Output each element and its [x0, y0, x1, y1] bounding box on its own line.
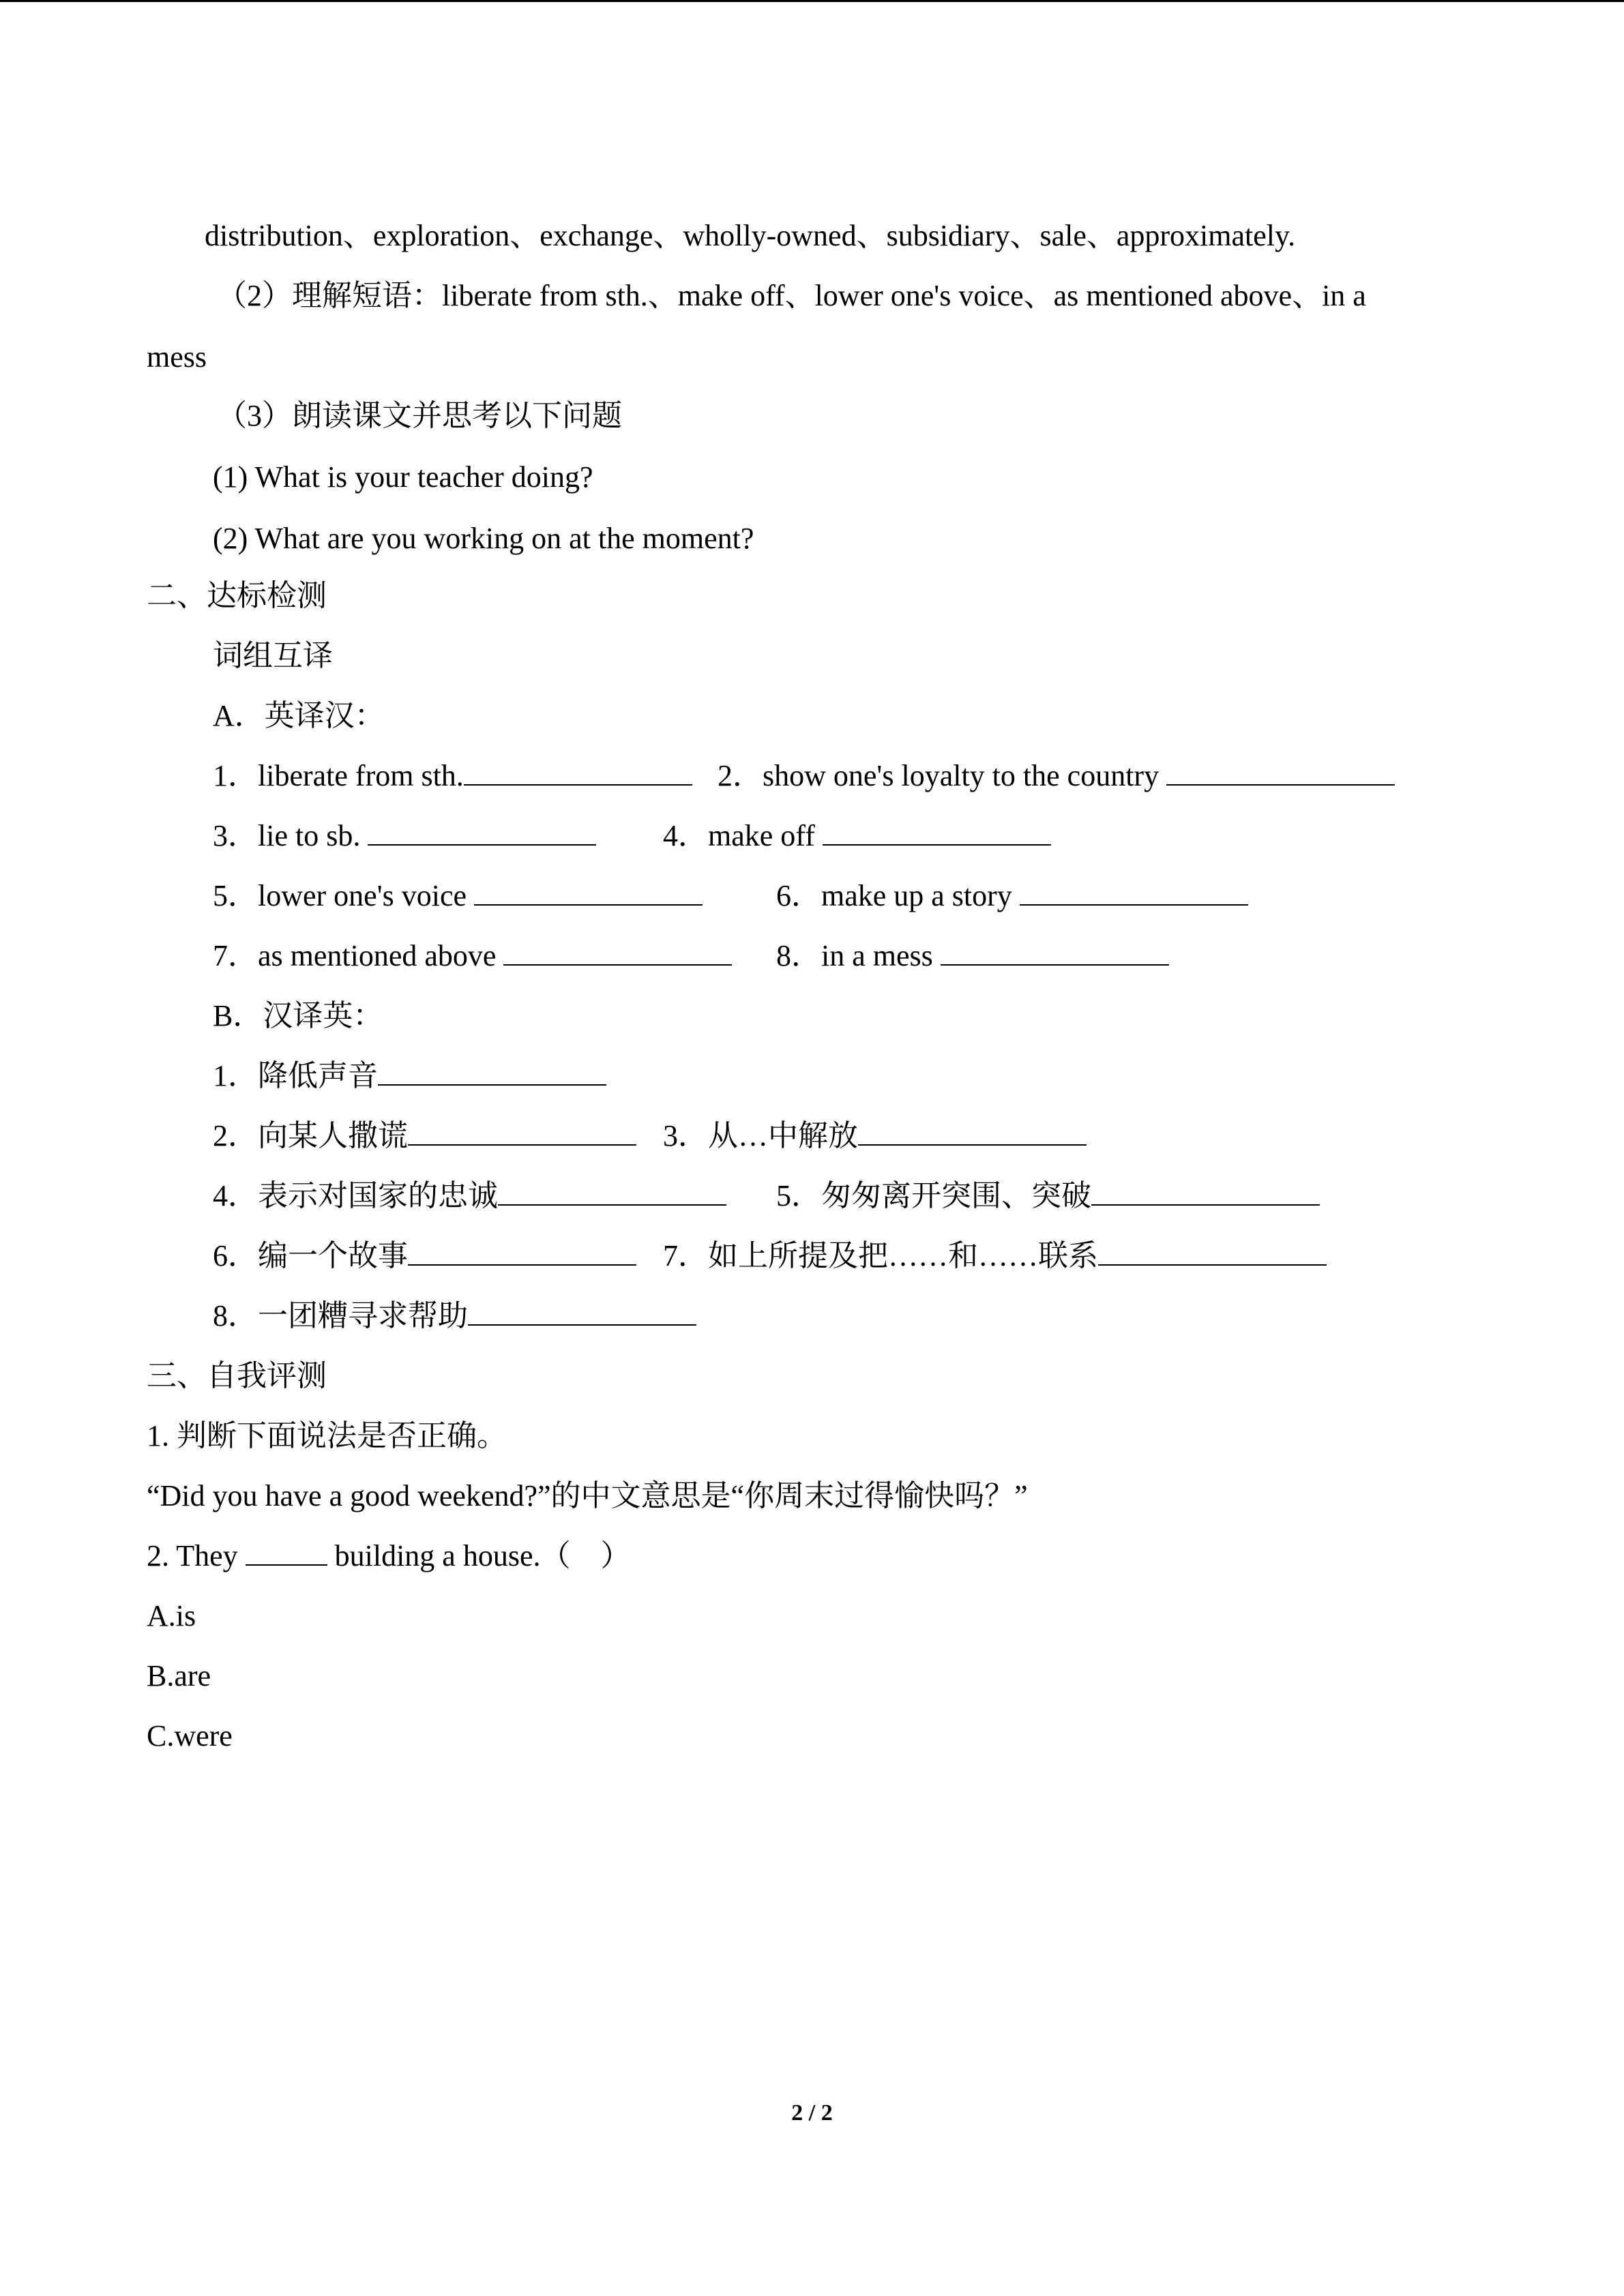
partB-item: 4．表示对国家的忠诚: [213, 1177, 726, 1215]
page-top-border: [0, 0, 1624, 2]
partA-title: A．英译汉：: [213, 699, 385, 732]
read-title: （3）朗读课文并思考以下问题: [217, 399, 622, 432]
judge-item: 1. 判断下面说法是否正确。: [147, 1419, 507, 1452]
section2-subheading: 词组互译: [213, 639, 333, 672]
section2-heading: 二、达标检测: [147, 579, 327, 612]
answer-blank[interactable]: [464, 757, 692, 786]
partB-item: 3．从…中解放: [663, 1117, 1087, 1155]
answer-blank[interactable]: [408, 1237, 636, 1266]
partA-item: 4．make off: [663, 817, 1051, 855]
question-1: (1) What is your teacher doing?: [213, 460, 593, 494]
answer-blank[interactable]: [503, 937, 732, 966]
phrases-line-cont: mess: [147, 340, 207, 374]
answer-blank[interactable]: [1020, 877, 1248, 906]
phrases-line: （2）理解短语：liberate from sth.、make off、lower one's voice、as mentioned above、in a: [217, 279, 1366, 312]
partA-item: 2．show one's loyalty to the country: [718, 757, 1395, 795]
partB-item: 7．如上所提及把……和……联系: [663, 1237, 1327, 1275]
question-2: (2) What are you working on at the moment?: [213, 522, 754, 555]
partA-item: 7．as mentioned above: [213, 937, 732, 975]
partA-item: 3．lie to sb.: [213, 817, 596, 855]
partB-item: 6．编一个故事: [213, 1237, 636, 1275]
answer-blank[interactable]: [474, 877, 703, 906]
option-a: A.is: [147, 1599, 196, 1632]
answer-blank[interactable]: [823, 817, 1051, 846]
answer-blank[interactable]: [408, 1117, 636, 1146]
option-c: C.were: [147, 1719, 233, 1753]
partB-item: 8．一团糟寻求帮助: [213, 1297, 696, 1335]
partA-item: 1．liberate from sth.: [213, 757, 692, 795]
choice-question: 2. They building a house.（ ）: [147, 1537, 630, 1575]
answer-blank[interactable]: [246, 1537, 327, 1566]
partB-item: 1．降低声音: [213, 1057, 606, 1095]
partA-item: 5．lower one's voice: [213, 877, 703, 915]
answer-blank[interactable]: [858, 1117, 1087, 1146]
partA-item: 6．make up a story: [776, 877, 1248, 915]
partB-item: 2．向某人撒谎: [213, 1117, 636, 1155]
answer-blank[interactable]: [468, 1297, 696, 1326]
partB-title: B．汉译英：: [213, 999, 383, 1032]
answer-blank[interactable]: [1091, 1177, 1320, 1206]
partB-item: 5．匆匆离开突围、突破: [776, 1177, 1320, 1215]
judge-statement: “Did you have a good weekend?”的中文意思是“你周末过得愉快吗？”: [147, 1479, 1028, 1512]
answer-blank[interactable]: [1166, 757, 1395, 786]
answer-blank[interactable]: [1098, 1237, 1327, 1266]
answer-blank[interactable]: [941, 937, 1169, 966]
partA-item: 8．in a mess: [776, 937, 1169, 975]
answer-blank[interactable]: [378, 1057, 606, 1086]
answer-blank[interactable]: [368, 817, 596, 846]
page-number: 2 / 2: [791, 2100, 833, 2126]
answer-blank[interactable]: [498, 1177, 726, 1206]
section3-heading: 三、自我评测: [147, 1359, 327, 1392]
vocab-line: distribution、exploration、exchange、wholly-owned、subsidiary、sale、approximately.: [205, 219, 1296, 252]
option-b: B.are: [147, 1659, 211, 1693]
